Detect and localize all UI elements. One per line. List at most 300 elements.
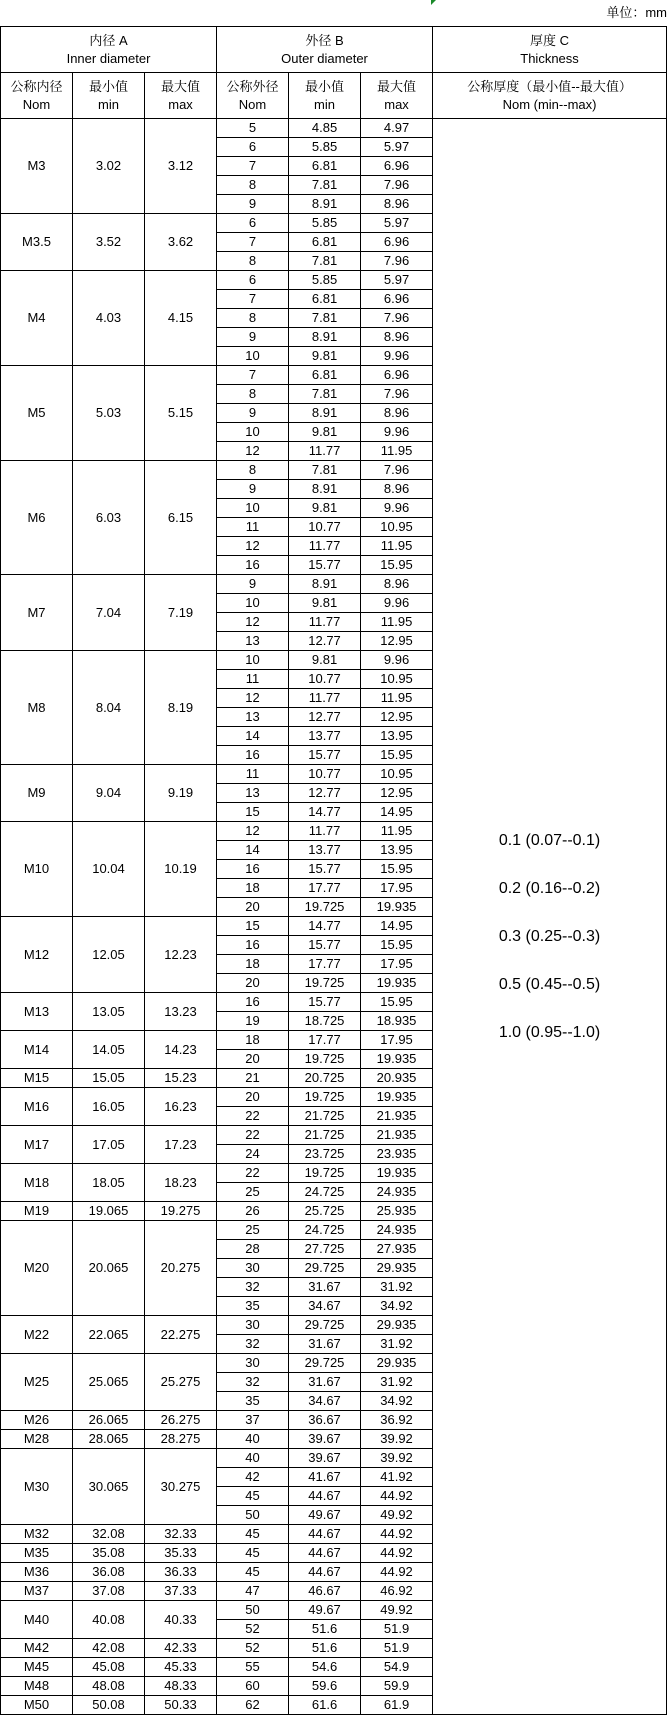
outer-min-cell: 31.67 bbox=[289, 1278, 361, 1297]
outer-nom-cell: 11 bbox=[217, 765, 289, 784]
header-outer-max bbox=[361, 73, 433, 119]
inner-max-cell: 37.33 bbox=[145, 1582, 217, 1601]
outer-max-cell: 5.97 bbox=[361, 138, 433, 157]
thickness-option: 0.1 (0.07--0.1) bbox=[498, 831, 601, 849]
outer-nom-cell: 16 bbox=[217, 936, 289, 955]
outer-nom-cell: 12 bbox=[217, 442, 289, 461]
header-thickness bbox=[433, 27, 667, 73]
outer-min-cell: 13.77 bbox=[289, 727, 361, 746]
inner-min-cell: 36.08 bbox=[73, 1563, 145, 1582]
outer-max-cell: 15.95 bbox=[361, 746, 433, 765]
inner-min-cell: 15.05 bbox=[73, 1069, 145, 1088]
outer-min-cell: 51.6 bbox=[289, 1620, 361, 1639]
outer-min-cell: 21.725 bbox=[289, 1107, 361, 1126]
washer-size-table bbox=[0, 26, 667, 1715]
outer-nom-cell: 40 bbox=[217, 1449, 289, 1468]
outer-max-cell: 36.92 bbox=[361, 1411, 433, 1430]
header-inner-max bbox=[145, 73, 217, 119]
outer-min-cell: 29.725 bbox=[289, 1316, 361, 1335]
outer-max-cell: 12.95 bbox=[361, 708, 433, 727]
outer-min-cell: 15.77 bbox=[289, 556, 361, 575]
inner-min-cell: 10.04 bbox=[73, 822, 145, 917]
outer-nom-cell: 20 bbox=[217, 1088, 289, 1107]
outer-min-cell: 27.725 bbox=[289, 1240, 361, 1259]
outer-min-cell: 11.77 bbox=[289, 537, 361, 556]
outer-max-cell: 54.9 bbox=[361, 1658, 433, 1677]
outer-nom-cell: 13 bbox=[217, 784, 289, 803]
outer-min-cell: 24.725 bbox=[289, 1221, 361, 1240]
outer-nom-cell: 10 bbox=[217, 347, 289, 366]
outer-min-cell: 44.67 bbox=[289, 1525, 361, 1544]
inner-min-cell: 45.08 bbox=[73, 1658, 145, 1677]
header-thickness-zh: 厚度 C bbox=[530, 32, 570, 48]
inner-max-cell: 35.33 bbox=[145, 1544, 217, 1563]
outer-max-cell: 34.92 bbox=[361, 1392, 433, 1411]
outer-min-cell: 51.6 bbox=[289, 1639, 361, 1658]
outer-nom-cell: 28 bbox=[217, 1240, 289, 1259]
outer-nom-cell: 45 bbox=[217, 1487, 289, 1506]
outer-max-cell: 9.96 bbox=[361, 651, 433, 670]
inner-max-cell: 30.275 bbox=[145, 1449, 217, 1525]
inner-max-cell: 40.33 bbox=[145, 1601, 217, 1639]
inner-min-cell: 16.05 bbox=[73, 1088, 145, 1126]
inner-nom-cell: M50 bbox=[1, 1696, 73, 1715]
inner-max-cell: 19.275 bbox=[145, 1202, 217, 1221]
inner-min-cell: 14.05 bbox=[73, 1031, 145, 1069]
outer-max-cell: 11.95 bbox=[361, 613, 433, 632]
outer-min-cell: 7.81 bbox=[289, 252, 361, 271]
inner-max-cell: 7.19 bbox=[145, 575, 217, 651]
outer-max-cell: 19.935 bbox=[361, 1088, 433, 1107]
inner-max-cell: 20.275 bbox=[145, 1221, 217, 1316]
inner-max-cell: 8.19 bbox=[145, 651, 217, 765]
outer-max-cell: 19.935 bbox=[361, 1050, 433, 1069]
outer-min-cell: 44.67 bbox=[289, 1563, 361, 1582]
outer-nom-cell: 45 bbox=[217, 1525, 289, 1544]
outer-max-cell: 46.92 bbox=[361, 1582, 433, 1601]
outer-max-cell: 51.9 bbox=[361, 1639, 433, 1658]
outer-max-cell: 31.92 bbox=[361, 1373, 433, 1392]
outer-nom-cell: 12 bbox=[217, 822, 289, 841]
header-nom-thickness-zh: 公称厚度（最小值--最大值） bbox=[467, 78, 632, 94]
inner-nom-cell: M12 bbox=[1, 917, 73, 993]
header-nom-inner-zh: 公称内径 bbox=[10, 78, 63, 94]
outer-nom-cell: 24 bbox=[217, 1145, 289, 1164]
inner-nom-cell: M48 bbox=[1, 1677, 73, 1696]
outer-min-cell: 18.725 bbox=[289, 1012, 361, 1031]
outer-nom-cell: 12 bbox=[217, 613, 289, 632]
inner-max-cell: 36.33 bbox=[145, 1563, 217, 1582]
outer-nom-cell: 12 bbox=[217, 689, 289, 708]
outer-min-cell: 24.725 bbox=[289, 1183, 361, 1202]
inner-min-cell: 7.04 bbox=[73, 575, 145, 651]
outer-min-cell: 5.85 bbox=[289, 138, 361, 157]
inner-nom-cell: M13 bbox=[1, 993, 73, 1031]
outer-min-cell: 12.77 bbox=[289, 708, 361, 727]
outer-min-cell: 8.91 bbox=[289, 195, 361, 214]
outer-nom-cell: 18 bbox=[217, 879, 289, 898]
inner-min-cell: 13.05 bbox=[73, 993, 145, 1031]
inner-nom-cell: M16 bbox=[1, 1088, 73, 1126]
inner-min-cell: 48.08 bbox=[73, 1677, 145, 1696]
outer-nom-cell: 11 bbox=[217, 518, 289, 537]
inner-max-cell: 50.33 bbox=[145, 1696, 217, 1715]
outer-max-cell: 10.95 bbox=[361, 518, 433, 537]
inner-nom-cell: M9 bbox=[1, 765, 73, 822]
inner-max-cell: 10.19 bbox=[145, 822, 217, 917]
outer-max-cell: 29.935 bbox=[361, 1316, 433, 1335]
outer-min-cell: 17.77 bbox=[289, 955, 361, 974]
outer-max-cell: 6.96 bbox=[361, 157, 433, 176]
outer-min-cell: 41.67 bbox=[289, 1468, 361, 1487]
outer-nom-cell: 8 bbox=[217, 252, 289, 271]
outer-nom-cell: 14 bbox=[217, 727, 289, 746]
outer-nom-cell: 13 bbox=[217, 632, 289, 651]
header-nom-outer-en: Nom bbox=[238, 96, 267, 112]
green-corner-marker bbox=[431, 0, 436, 5]
outer-min-cell: 31.67 bbox=[289, 1335, 361, 1354]
outer-nom-cell: 15 bbox=[217, 917, 289, 936]
header-nom-inner bbox=[1, 73, 73, 119]
inner-min-cell: 32.08 bbox=[73, 1525, 145, 1544]
outer-max-cell: 9.96 bbox=[361, 347, 433, 366]
outer-min-cell: 19.725 bbox=[289, 974, 361, 993]
outer-min-cell: 39.67 bbox=[289, 1449, 361, 1468]
inner-nom-cell: M18 bbox=[1, 1164, 73, 1202]
inner-min-cell: 50.08 bbox=[73, 1696, 145, 1715]
outer-nom-cell: 10 bbox=[217, 423, 289, 442]
outer-min-cell: 7.81 bbox=[289, 176, 361, 195]
inner-min-cell: 25.065 bbox=[73, 1354, 145, 1411]
inner-min-cell: 37.08 bbox=[73, 1582, 145, 1601]
outer-max-cell: 7.96 bbox=[361, 461, 433, 480]
inner-min-cell: 22.065 bbox=[73, 1316, 145, 1354]
header-outer-en: Outer diameter bbox=[281, 50, 368, 66]
outer-max-cell: 6.96 bbox=[361, 290, 433, 309]
outer-min-cell: 7.81 bbox=[289, 461, 361, 480]
inner-nom-cell: M5 bbox=[1, 366, 73, 461]
outer-min-cell: 44.67 bbox=[289, 1487, 361, 1506]
inner-nom-cell: M22 bbox=[1, 1316, 73, 1354]
outer-max-cell: 17.95 bbox=[361, 1031, 433, 1050]
outer-min-cell: 6.81 bbox=[289, 366, 361, 385]
outer-max-cell: 18.935 bbox=[361, 1012, 433, 1031]
outer-min-cell: 11.77 bbox=[289, 442, 361, 461]
outer-min-cell: 15.77 bbox=[289, 936, 361, 955]
outer-min-cell: 21.725 bbox=[289, 1126, 361, 1145]
inner-nom-cell: M26 bbox=[1, 1411, 73, 1430]
inner-max-cell: 25.275 bbox=[145, 1354, 217, 1411]
outer-max-cell: 17.95 bbox=[361, 955, 433, 974]
outer-nom-cell: 16 bbox=[217, 860, 289, 879]
outer-nom-cell: 8 bbox=[217, 385, 289, 404]
outer-nom-cell: 52 bbox=[217, 1620, 289, 1639]
outer-max-cell: 39.92 bbox=[361, 1449, 433, 1468]
header-inner-min bbox=[73, 73, 145, 119]
outer-min-cell: 36.67 bbox=[289, 1411, 361, 1430]
outer-min-cell: 15.77 bbox=[289, 860, 361, 879]
outer-max-cell: 23.935 bbox=[361, 1145, 433, 1164]
outer-min-cell: 49.67 bbox=[289, 1506, 361, 1525]
outer-nom-cell: 9 bbox=[217, 195, 289, 214]
outer-min-cell: 9.81 bbox=[289, 651, 361, 670]
outer-min-cell: 11.77 bbox=[289, 613, 361, 632]
inner-min-cell: 12.05 bbox=[73, 917, 145, 993]
outer-nom-cell: 9 bbox=[217, 404, 289, 423]
outer-min-cell: 5.85 bbox=[289, 214, 361, 233]
outer-max-cell: 27.935 bbox=[361, 1240, 433, 1259]
header-inner-min-en: min bbox=[98, 96, 119, 112]
outer-nom-cell: 9 bbox=[217, 480, 289, 499]
outer-nom-cell: 7 bbox=[217, 366, 289, 385]
inner-max-cell: 15.23 bbox=[145, 1069, 217, 1088]
outer-min-cell: 59.6 bbox=[289, 1677, 361, 1696]
inner-min-cell: 4.03 bbox=[73, 271, 145, 366]
inner-min-cell: 6.03 bbox=[73, 461, 145, 575]
outer-min-cell: 34.67 bbox=[289, 1392, 361, 1411]
outer-nom-cell: 21 bbox=[217, 1069, 289, 1088]
outer-nom-cell: 42 bbox=[217, 1468, 289, 1487]
table-row bbox=[1, 119, 667, 138]
outer-max-cell: 21.935 bbox=[361, 1126, 433, 1145]
thickness-option: 0.5 (0.45--0.5) bbox=[498, 975, 601, 993]
outer-max-cell: 8.96 bbox=[361, 480, 433, 499]
outer-min-cell: 6.81 bbox=[289, 233, 361, 252]
outer-max-cell: 5.97 bbox=[361, 271, 433, 290]
outer-max-cell: 29.935 bbox=[361, 1354, 433, 1373]
outer-max-cell: 24.935 bbox=[361, 1221, 433, 1240]
outer-max-cell: 10.95 bbox=[361, 765, 433, 784]
outer-min-cell: 13.77 bbox=[289, 841, 361, 860]
outer-max-cell: 12.95 bbox=[361, 632, 433, 651]
inner-min-cell: 3.52 bbox=[73, 214, 145, 271]
inner-nom-cell: M28 bbox=[1, 1430, 73, 1449]
outer-nom-cell: 32 bbox=[217, 1278, 289, 1297]
outer-max-cell: 15.95 bbox=[361, 860, 433, 879]
outer-max-cell: 44.92 bbox=[361, 1544, 433, 1563]
outer-nom-cell: 7 bbox=[217, 290, 289, 309]
outer-min-cell: 5.85 bbox=[289, 271, 361, 290]
outer-max-cell: 15.95 bbox=[361, 936, 433, 955]
header-inner-zh: 内径 A bbox=[89, 32, 128, 48]
outer-nom-cell: 47 bbox=[217, 1582, 289, 1601]
header-outer-min bbox=[289, 73, 361, 119]
outer-nom-cell: 18 bbox=[217, 955, 289, 974]
outer-max-cell: 44.92 bbox=[361, 1487, 433, 1506]
outer-nom-cell: 50 bbox=[217, 1601, 289, 1620]
outer-min-cell: 11.77 bbox=[289, 822, 361, 841]
outer-max-cell: 44.92 bbox=[361, 1563, 433, 1582]
outer-min-cell: 9.81 bbox=[289, 499, 361, 518]
header-nom-inner-en: Nom bbox=[22, 96, 51, 112]
outer-min-cell: 49.67 bbox=[289, 1601, 361, 1620]
inner-max-cell: 42.33 bbox=[145, 1639, 217, 1658]
outer-nom-cell: 8 bbox=[217, 309, 289, 328]
outer-nom-cell: 10 bbox=[217, 594, 289, 613]
header-outer-min-en: min bbox=[314, 96, 335, 112]
outer-max-cell: 49.92 bbox=[361, 1601, 433, 1620]
outer-max-cell: 14.95 bbox=[361, 917, 433, 936]
inner-nom-cell: M17 bbox=[1, 1126, 73, 1164]
outer-min-cell: 20.725 bbox=[289, 1069, 361, 1088]
outer-min-cell: 7.81 bbox=[289, 309, 361, 328]
inner-nom-cell: M6 bbox=[1, 461, 73, 575]
outer-max-cell: 14.95 bbox=[361, 803, 433, 822]
outer-min-cell: 9.81 bbox=[289, 347, 361, 366]
outer-nom-cell: 30 bbox=[217, 1354, 289, 1373]
thickness-option: 0.2 (0.16--0.2) bbox=[498, 879, 601, 897]
outer-nom-cell: 18 bbox=[217, 1031, 289, 1050]
outer-nom-cell: 16 bbox=[217, 556, 289, 575]
outer-max-cell: 44.92 bbox=[361, 1525, 433, 1544]
outer-nom-cell: 10 bbox=[217, 499, 289, 518]
outer-max-cell: 51.9 bbox=[361, 1620, 433, 1639]
outer-min-cell: 8.91 bbox=[289, 328, 361, 347]
outer-max-cell: 10.95 bbox=[361, 670, 433, 689]
outer-max-cell: 9.96 bbox=[361, 499, 433, 518]
header-inner-min-zh: 最小值 bbox=[88, 78, 128, 94]
outer-min-cell: 14.77 bbox=[289, 803, 361, 822]
outer-min-cell: 7.81 bbox=[289, 385, 361, 404]
inner-max-cell: 26.275 bbox=[145, 1411, 217, 1430]
header-outer-max-zh: 最大值 bbox=[377, 78, 417, 94]
header-nom-outer bbox=[217, 73, 289, 119]
thickness-options-cell bbox=[433, 119, 667, 1715]
inner-max-cell: 17.23 bbox=[145, 1126, 217, 1164]
outer-min-cell: 29.725 bbox=[289, 1259, 361, 1278]
inner-nom-cell: M42 bbox=[1, 1639, 73, 1658]
outer-max-cell: 13.95 bbox=[361, 727, 433, 746]
inner-max-cell: 4.15 bbox=[145, 271, 217, 366]
outer-nom-cell: 32 bbox=[217, 1335, 289, 1354]
outer-max-cell: 11.95 bbox=[361, 689, 433, 708]
inner-nom-cell: M15 bbox=[1, 1069, 73, 1088]
outer-max-cell: 41.92 bbox=[361, 1468, 433, 1487]
outer-max-cell: 9.96 bbox=[361, 594, 433, 613]
outer-nom-cell: 40 bbox=[217, 1430, 289, 1449]
outer-nom-cell: 10 bbox=[217, 651, 289, 670]
outer-nom-cell: 8 bbox=[217, 176, 289, 195]
outer-max-cell: 15.95 bbox=[361, 993, 433, 1012]
table-body bbox=[1, 119, 667, 1715]
outer-max-cell: 12.95 bbox=[361, 784, 433, 803]
header-inner-max-en: max bbox=[168, 96, 193, 112]
header-outer-min-zh: 最小值 bbox=[305, 78, 345, 94]
header-outer-diameter bbox=[217, 27, 433, 73]
inner-min-cell: 35.08 bbox=[73, 1544, 145, 1563]
inner-max-cell: 16.23 bbox=[145, 1088, 217, 1126]
outer-max-cell: 8.96 bbox=[361, 328, 433, 347]
outer-nom-cell: 35 bbox=[217, 1392, 289, 1411]
outer-nom-cell: 55 bbox=[217, 1658, 289, 1677]
outer-max-cell: 17.95 bbox=[361, 879, 433, 898]
inner-max-cell: 13.23 bbox=[145, 993, 217, 1031]
outer-min-cell: 44.67 bbox=[289, 1544, 361, 1563]
outer-nom-cell: 45 bbox=[217, 1544, 289, 1563]
inner-max-cell: 3.62 bbox=[145, 214, 217, 271]
inner-max-cell: 28.275 bbox=[145, 1430, 217, 1449]
outer-nom-cell: 16 bbox=[217, 746, 289, 765]
inner-min-cell: 18.05 bbox=[73, 1164, 145, 1202]
inner-nom-cell: M36 bbox=[1, 1563, 73, 1582]
outer-max-cell: 31.92 bbox=[361, 1335, 433, 1354]
outer-nom-cell: 60 bbox=[217, 1677, 289, 1696]
outer-min-cell: 11.77 bbox=[289, 689, 361, 708]
outer-min-cell: 15.77 bbox=[289, 993, 361, 1012]
inner-min-cell: 17.05 bbox=[73, 1126, 145, 1164]
inner-max-cell: 18.23 bbox=[145, 1164, 217, 1202]
inner-max-cell: 3.12 bbox=[145, 119, 217, 214]
outer-min-cell: 9.81 bbox=[289, 423, 361, 442]
inner-nom-cell: M14 bbox=[1, 1031, 73, 1069]
outer-nom-cell: 16 bbox=[217, 993, 289, 1012]
outer-min-cell: 6.81 bbox=[289, 290, 361, 309]
outer-max-cell: 9.96 bbox=[361, 423, 433, 442]
outer-nom-cell: 37 bbox=[217, 1411, 289, 1430]
outer-nom-cell: 45 bbox=[217, 1563, 289, 1582]
outer-min-cell: 8.91 bbox=[289, 480, 361, 499]
outer-min-cell: 9.81 bbox=[289, 594, 361, 613]
header-outer-max-en: max bbox=[384, 96, 409, 112]
outer-max-cell: 11.95 bbox=[361, 537, 433, 556]
outer-nom-cell: 50 bbox=[217, 1506, 289, 1525]
outer-max-cell: 19.935 bbox=[361, 1164, 433, 1183]
outer-min-cell: 39.67 bbox=[289, 1430, 361, 1449]
inner-max-cell: 5.15 bbox=[145, 366, 217, 461]
inner-min-cell: 40.08 bbox=[73, 1601, 145, 1639]
outer-nom-cell: 6 bbox=[217, 138, 289, 157]
header-nom-thickness bbox=[433, 73, 667, 119]
inner-nom-cell: M35 bbox=[1, 1544, 73, 1563]
outer-min-cell: 17.77 bbox=[289, 1031, 361, 1050]
unit-label: 单位：mm bbox=[606, 5, 667, 20]
outer-max-cell: 61.9 bbox=[361, 1696, 433, 1715]
outer-min-cell: 29.725 bbox=[289, 1354, 361, 1373]
outer-max-cell: 11.95 bbox=[361, 442, 433, 461]
outer-max-cell: 7.96 bbox=[361, 176, 433, 195]
outer-min-cell: 46.67 bbox=[289, 1582, 361, 1601]
outer-max-cell: 8.96 bbox=[361, 575, 433, 594]
outer-min-cell: 61.6 bbox=[289, 1696, 361, 1715]
inner-min-cell: 28.065 bbox=[73, 1430, 145, 1449]
outer-max-cell: 8.96 bbox=[361, 195, 433, 214]
outer-min-cell: 54.6 bbox=[289, 1658, 361, 1677]
outer-nom-cell: 32 bbox=[217, 1373, 289, 1392]
inner-nom-cell: M10 bbox=[1, 822, 73, 917]
inner-nom-cell: M20 bbox=[1, 1221, 73, 1316]
outer-max-cell: 20.935 bbox=[361, 1069, 433, 1088]
inner-min-cell: 3.02 bbox=[73, 119, 145, 214]
outer-min-cell: 10.77 bbox=[289, 670, 361, 689]
outer-nom-cell: 25 bbox=[217, 1221, 289, 1240]
inner-nom-cell: M4 bbox=[1, 271, 73, 366]
outer-max-cell: 31.92 bbox=[361, 1278, 433, 1297]
outer-nom-cell: 12 bbox=[217, 537, 289, 556]
outer-max-cell: 6.96 bbox=[361, 233, 433, 252]
inner-nom-cell: M30 bbox=[1, 1449, 73, 1525]
outer-nom-cell: 15 bbox=[217, 803, 289, 822]
outer-nom-cell: 8 bbox=[217, 461, 289, 480]
outer-max-cell: 4.97 bbox=[361, 119, 433, 138]
outer-nom-cell: 35 bbox=[217, 1297, 289, 1316]
inner-nom-cell: M8 bbox=[1, 651, 73, 765]
outer-nom-cell: 7 bbox=[217, 233, 289, 252]
header-inner-diameter bbox=[1, 27, 217, 73]
header-thickness-en: Thickness bbox=[520, 50, 579, 66]
header-inner-en: Inner diameter bbox=[66, 50, 151, 66]
outer-max-cell: 11.95 bbox=[361, 822, 433, 841]
inner-max-cell: 45.33 bbox=[145, 1658, 217, 1677]
